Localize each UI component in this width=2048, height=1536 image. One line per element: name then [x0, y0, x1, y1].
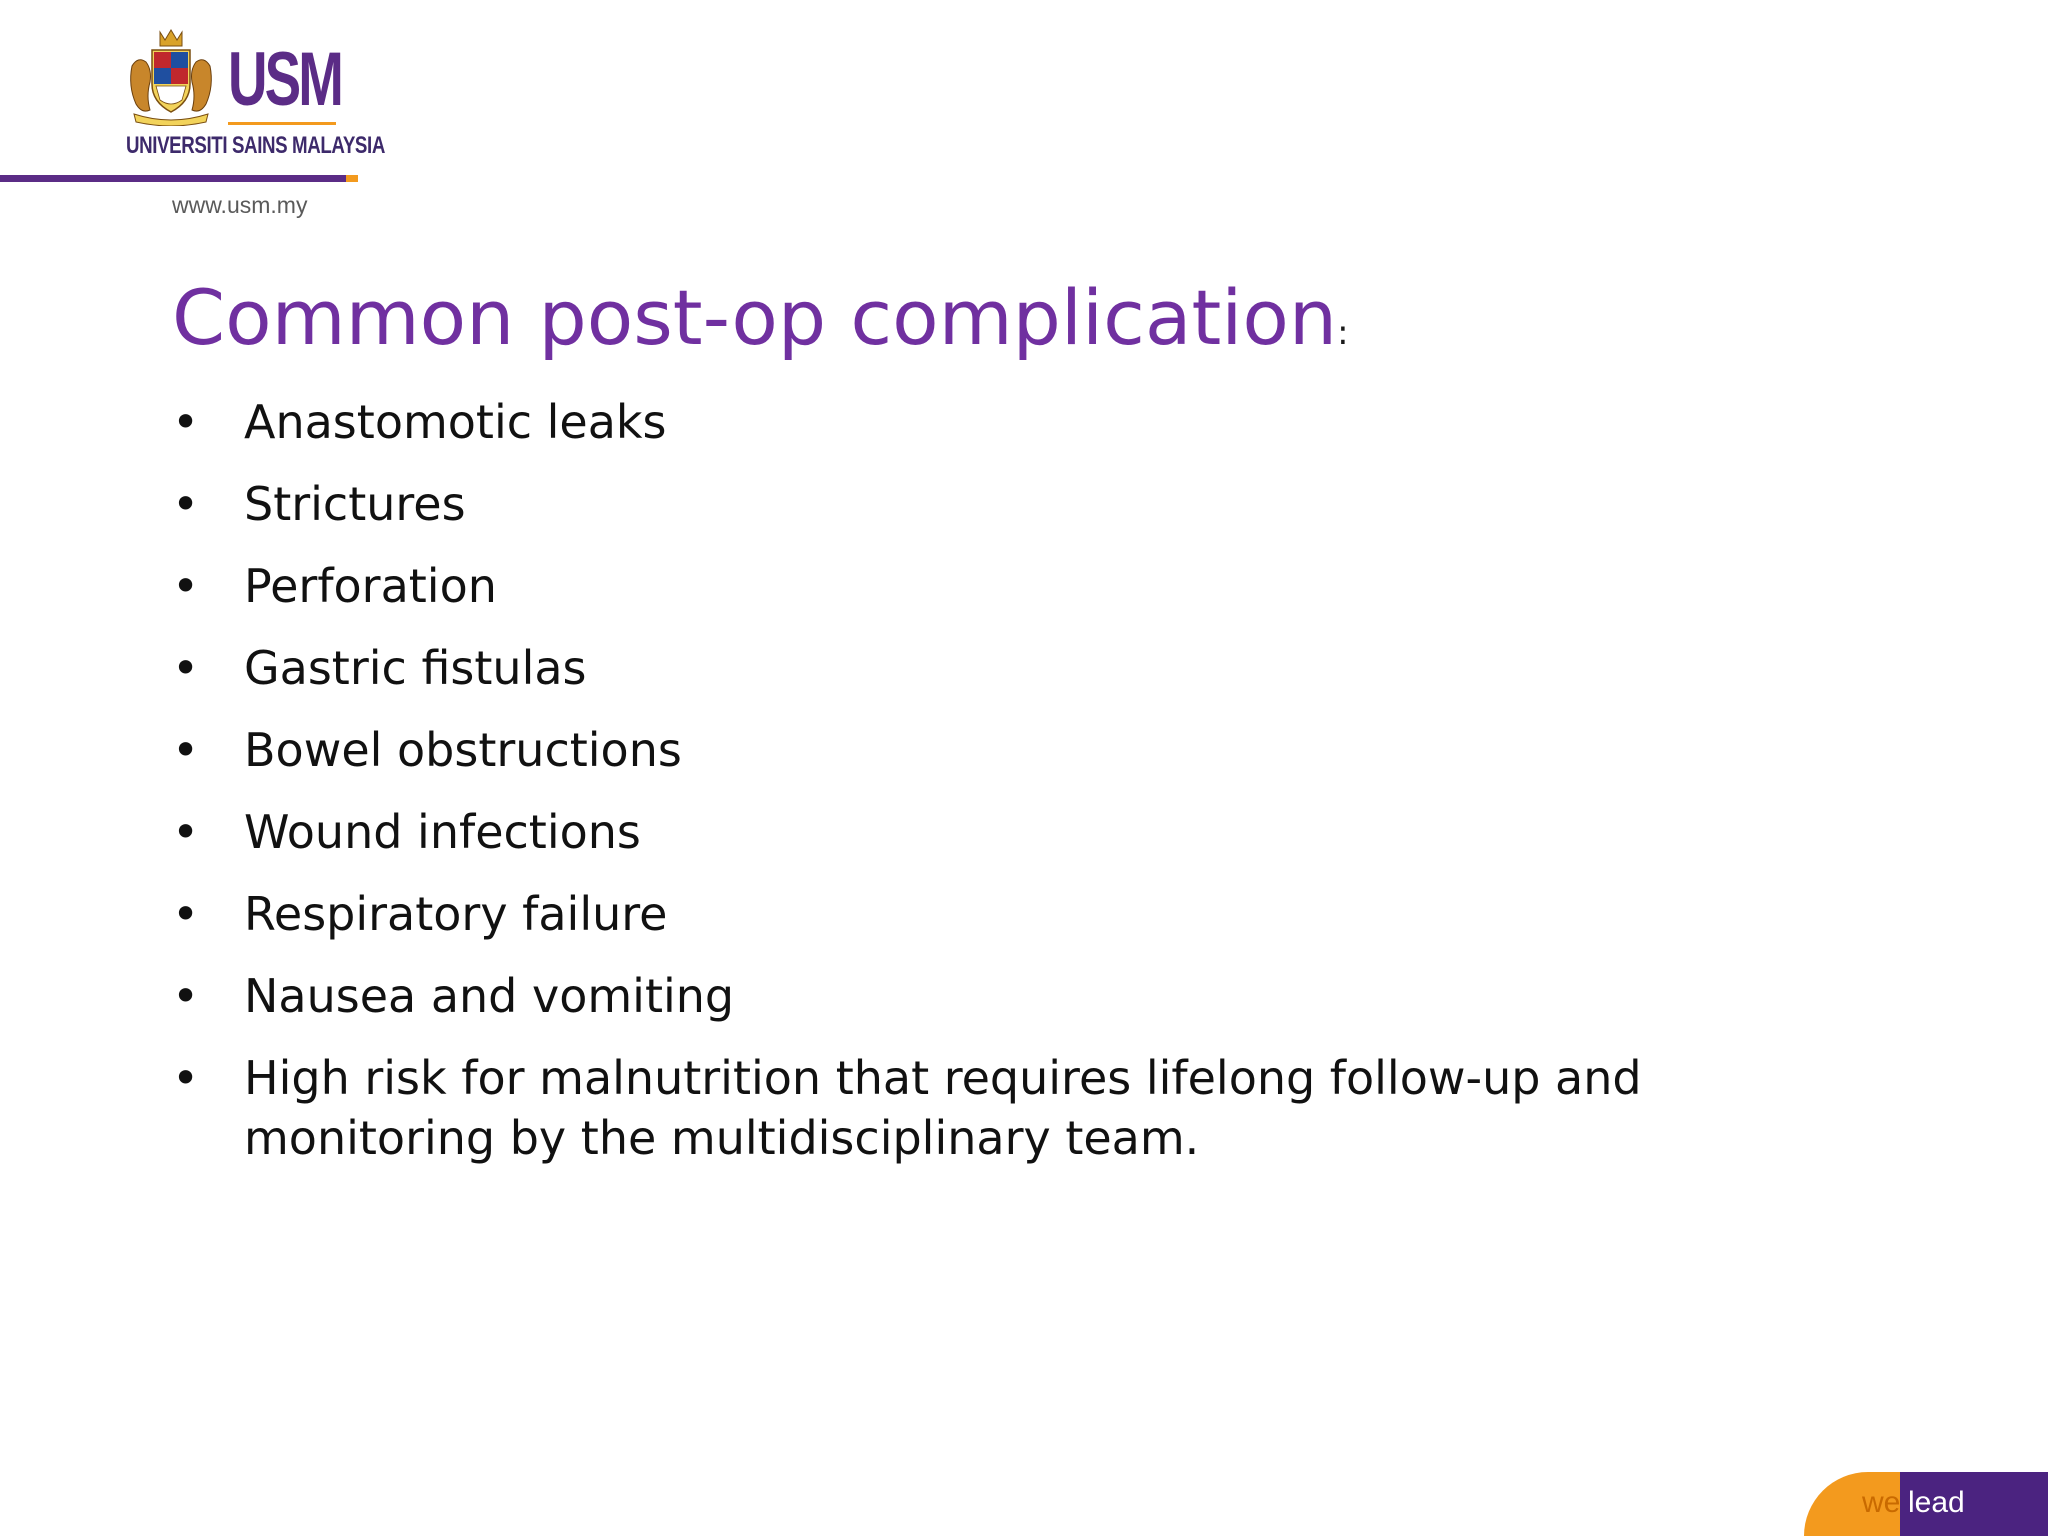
bullet-icon: •	[172, 723, 200, 777]
bullet-icon: •	[172, 969, 200, 1023]
header-rule-purple	[0, 175, 346, 182]
welead-badge	[1804, 1472, 2048, 1536]
list-item	[172, 638, 1732, 698]
bullet-list	[172, 392, 1732, 1190]
list-item-text: High risk for malnutrition that requires lifelong follow-up and monitoring by the multidisciplinary team.	[244, 1051, 1642, 1165]
list-item	[172, 392, 1732, 452]
bullet-icon: •	[172, 559, 200, 613]
badge-lead-text: lead	[1908, 1486, 1965, 1519]
usm-wordmark: USM	[228, 37, 341, 122]
list-item-text: Anastomotic leaks	[244, 395, 667, 449]
usm-logo-block	[0, 0, 385, 240]
badge-we-text: we	[1862, 1486, 1901, 1519]
list-item	[172, 556, 1732, 616]
list-item-text: Bowel obstructions	[244, 723, 682, 777]
bullet-icon: •	[172, 395, 200, 449]
header-rule-orange	[346, 175, 358, 182]
list-item	[172, 966, 1732, 1026]
university-crest-icon	[124, 26, 218, 126]
list-item	[172, 884, 1732, 944]
slide-title	[172, 272, 1349, 363]
bullet-icon: •	[172, 1051, 200, 1105]
slide-title-text: Common post-op complication	[172, 273, 1338, 362]
list-item	[172, 474, 1732, 534]
list-item	[172, 802, 1732, 862]
list-item-text: Nausea and vomiting	[244, 969, 735, 1023]
list-item	[172, 1048, 1732, 1168]
list-item	[172, 720, 1732, 780]
list-item-text: Perforation	[244, 559, 497, 613]
list-item-text: Wound infections	[244, 805, 641, 859]
bullet-icon: •	[172, 805, 200, 859]
university-name: UNIVERSITI SAINS MALAYSIA	[126, 132, 385, 159]
bullet-icon: •	[172, 641, 200, 695]
website-url: www.usm.my	[172, 192, 308, 218]
slide-title-colon: :	[1337, 313, 1349, 353]
list-item-text: Gastric fistulas	[244, 641, 587, 695]
bullet-icon: •	[172, 887, 200, 941]
list-item-text: Strictures	[244, 477, 466, 531]
wordmark-underline	[228, 122, 336, 125]
bullet-icon: •	[172, 477, 200, 531]
list-item-text: Respiratory failure	[244, 887, 668, 941]
